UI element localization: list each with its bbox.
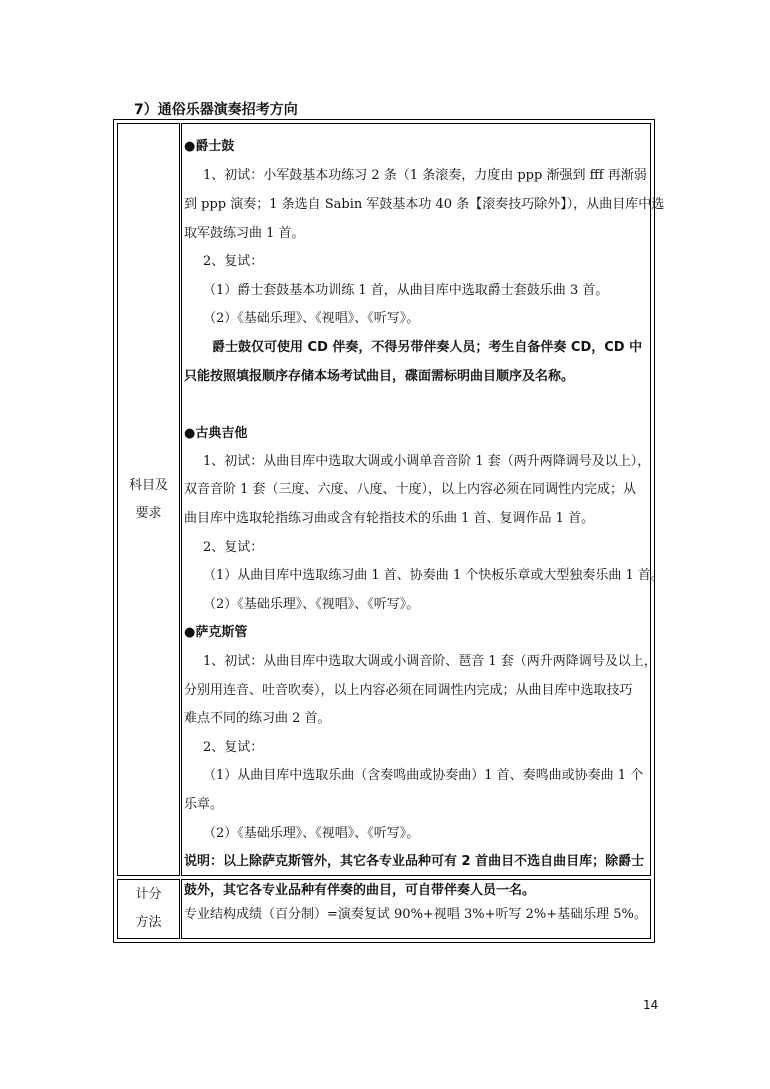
text-line: 1、初试：从曲目库中选取大调或小调单音音阶 1 套（两升两降调号及以上）， xyxy=(203,454,651,469)
text-line: 难点不同的练习曲 2 首。 xyxy=(184,711,331,726)
text-line: 到 ppp 演奏；1 条选自 Sabin 军鼓基本功 40 条【滚奏技巧除外】），从曲目库中选 xyxy=(184,197,665,212)
text-line: （1）从曲目库中选取练习曲 1 首、协奏曲 1 个快板乐章或大型独奏乐曲 1 首。 xyxy=(203,568,664,583)
text-line: 1、初试：从曲目库中选取大调或小调音阶、琶音 1 套（两升两降调号及以上， xyxy=(203,654,657,669)
text-line: 2、复试： xyxy=(203,254,264,269)
text-line: 乐章。 xyxy=(184,797,224,812)
label-line-1: 计分 xyxy=(135,887,162,902)
label-line-1: 科目及 xyxy=(128,477,168,493)
text-line-bold: 只能按照填报顺序存储本场考试曲目，碟面需标明曲目顺序及名称。 xyxy=(184,369,575,384)
classical-guitar-heading: ●古典吉他 xyxy=(184,426,248,441)
text-line: （1）爵士套鼓基本功训练 1 首，从曲目库中选取爵士套鼓乐曲 3 首。 xyxy=(203,283,609,298)
jazz-drum-heading: ●爵士鼓 xyxy=(184,139,235,154)
text-line: 取军鼓练习曲 1 首。 xyxy=(184,226,305,241)
section-title: 7）通俗乐器演奏招考方向 xyxy=(134,102,298,118)
text-line: （1）从曲目库中选取乐曲（含奏鸣曲或协奏曲）1 首、奏鸣曲或协奏曲 1 个 xyxy=(203,768,644,783)
text-line: 分别用连音、吐音吹奏），以上内容必须在同调性内完成；从曲目库中选取技巧 xyxy=(184,683,633,698)
subject-requirements-label xyxy=(117,123,180,876)
text-line: （2）《基础乐理》、《视唱》、《听写》。 xyxy=(203,826,420,841)
note-line: 说明：以上除萨克斯管外，其它各专业品种可有 2 首曲目不选自曲目库；除爵士 xyxy=(184,854,645,869)
text-line: 曲目库中选取轮指练习曲或含有轮指技术的乐曲 1 首、复调作品 1 首。 xyxy=(184,511,595,526)
text-line: 1、初试：小军鼓基本功练习 2 条（1 条滚奏，力度由 ppp 渐强到 fff 再渐弱 xyxy=(203,168,647,183)
label-line-2: 要求 xyxy=(135,505,162,521)
text-line: 2、复试： xyxy=(203,540,264,555)
page-number: 14 xyxy=(643,998,659,1012)
text-line-bold: 爵士鼓仅可使用 CD 伴奏，不得另带伴奏人员；考生自备伴奏 CD，CD 中 xyxy=(212,340,643,355)
label-line-2: 方法 xyxy=(135,915,162,930)
saxophone-heading: ●萨克斯管 xyxy=(184,625,248,640)
text-line: 双音音阶 1 套（三度、六度、八度、十度），以上内容必须在同调性内完成；从 xyxy=(184,482,637,497)
text-line: 2、复试： xyxy=(203,740,264,755)
text-line: （2）《基础乐理》、《视唱》、《听写》。 xyxy=(203,311,420,326)
note-line: 鼓外，其它各专业品种有伴奏的曲目，可自带伴奏人员一名。 xyxy=(184,883,536,898)
scoring-method-label xyxy=(117,879,180,939)
scoring-text: 专业结构成绩（百分制）=演奏复试 90%+视唱 3%+听写 2%+基础乐理 5%。 xyxy=(184,907,647,922)
text-line: （2）《基础乐理》、《视唱》、《听写》。 xyxy=(203,597,420,612)
